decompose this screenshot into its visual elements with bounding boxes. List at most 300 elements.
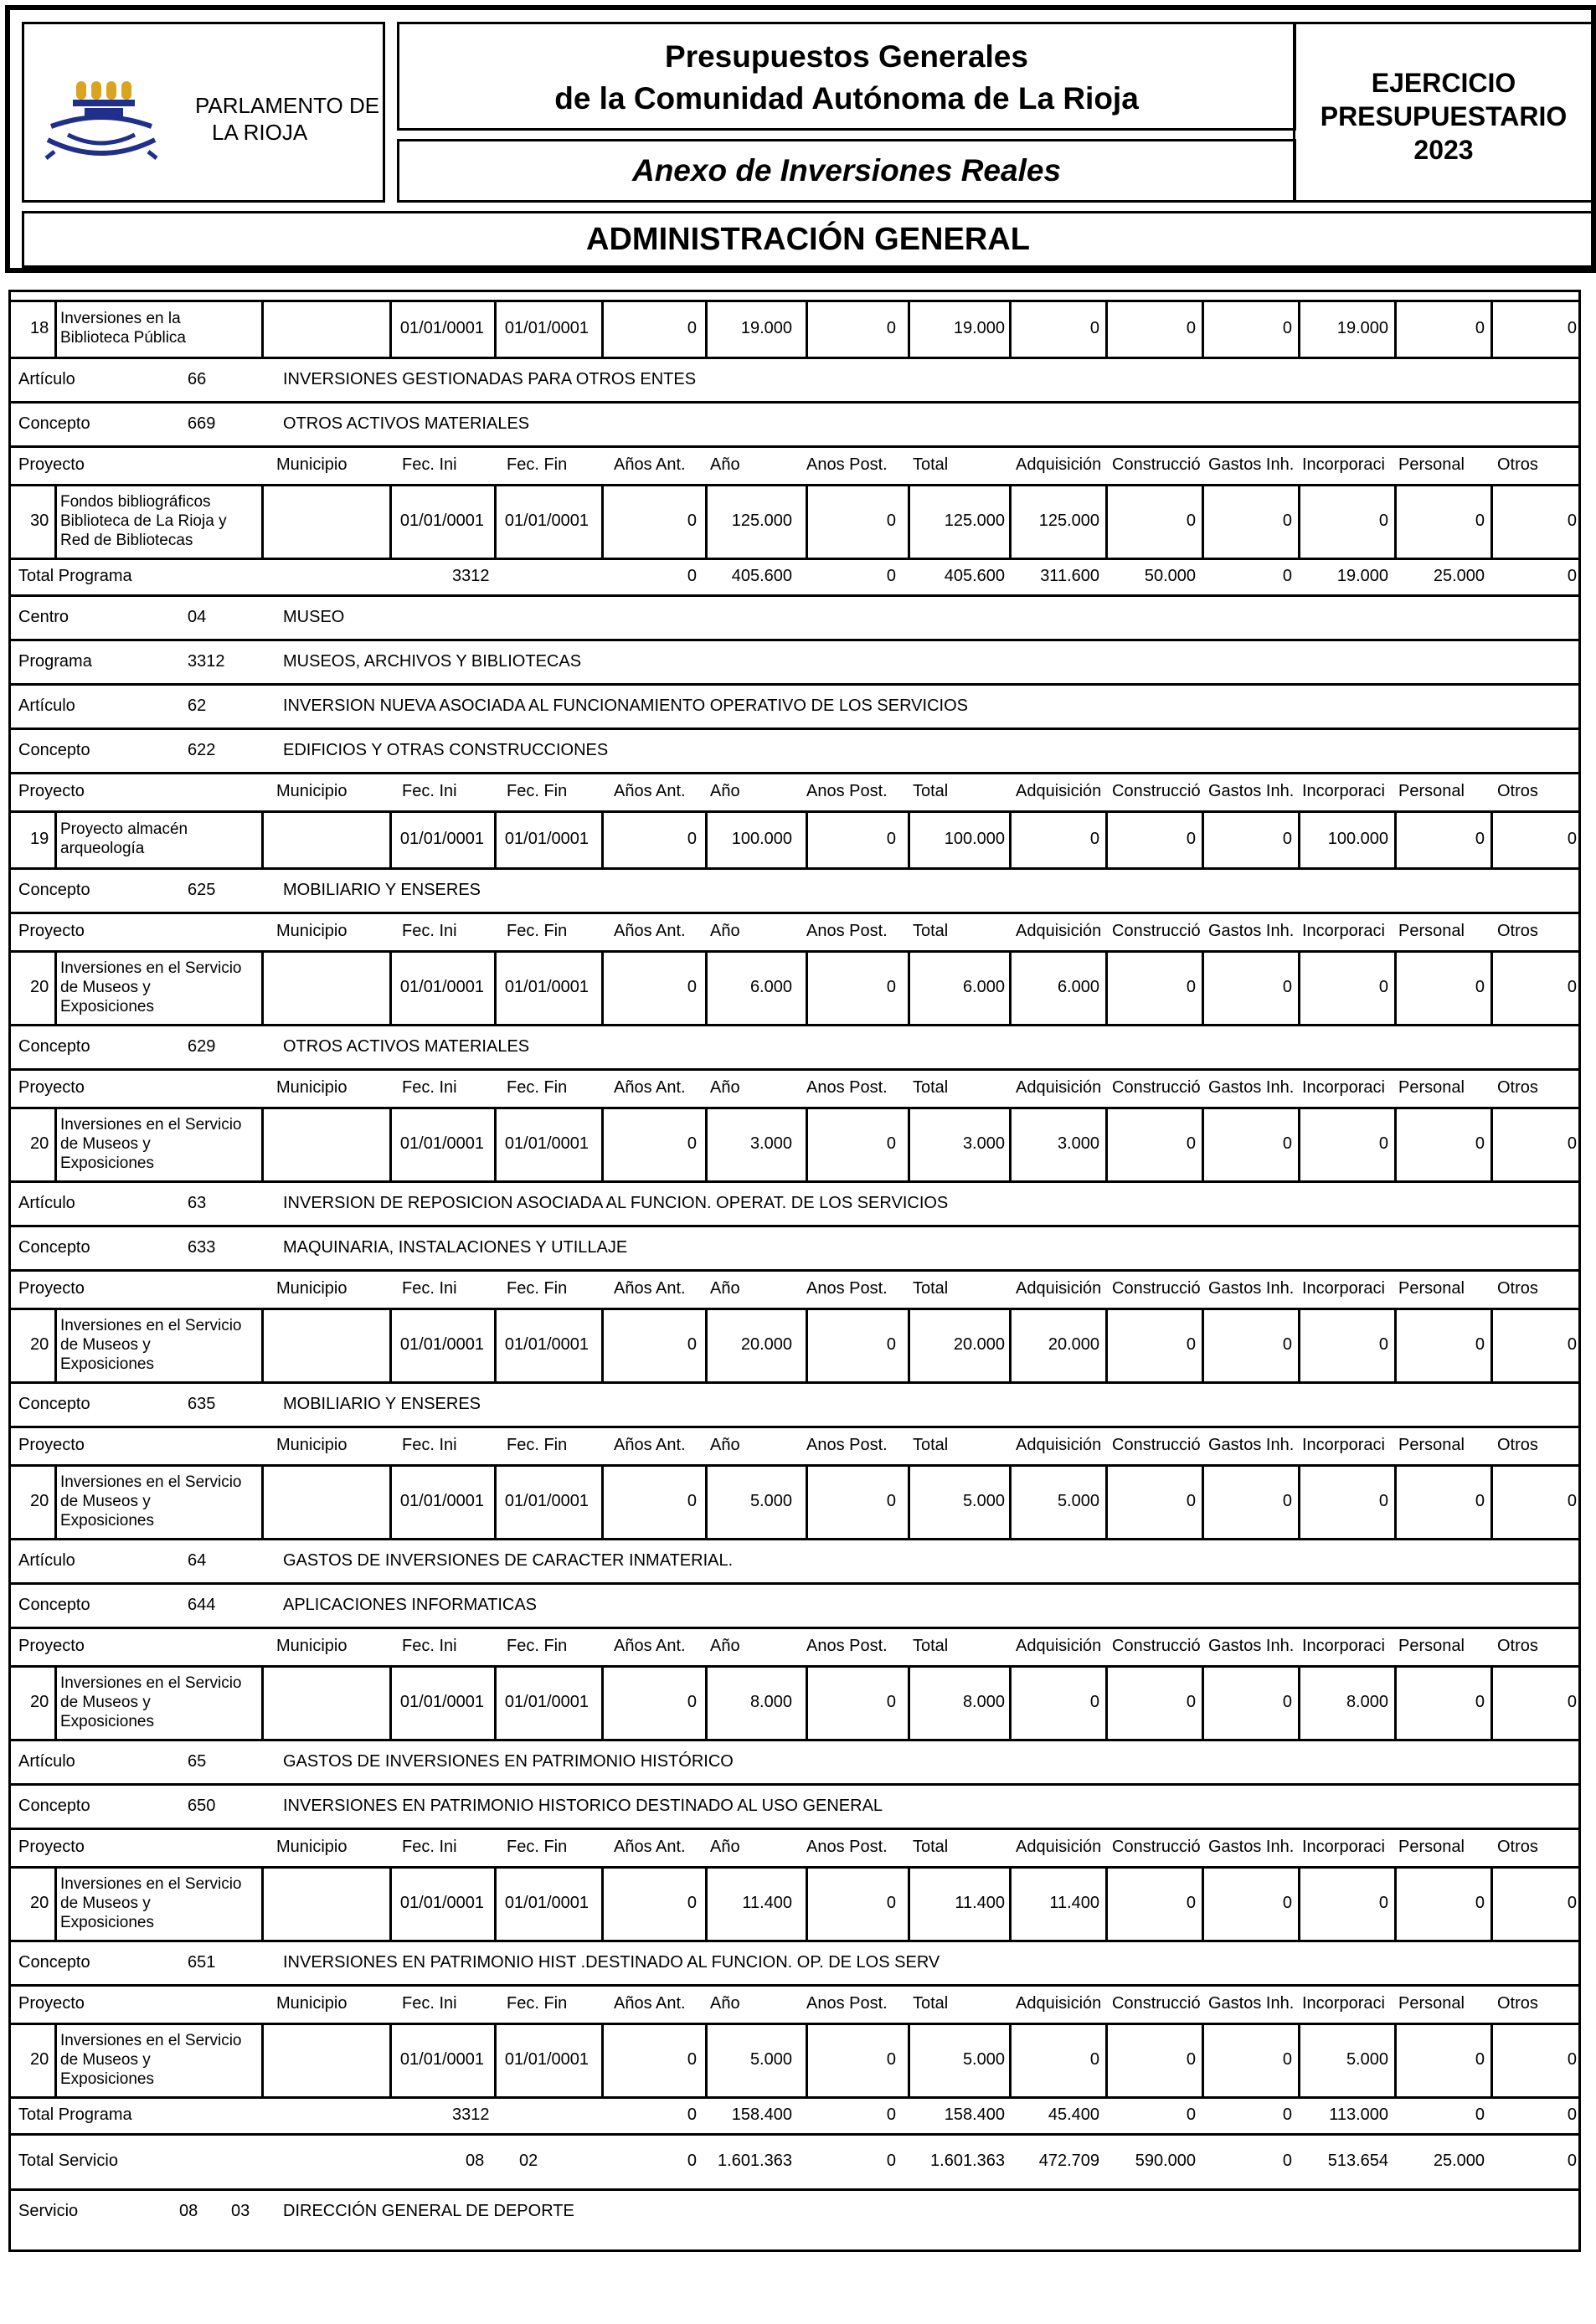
- project-value-12: 0: [1567, 1134, 1577, 1153]
- project-value-3: 0: [687, 830, 697, 848]
- project-value-3: 0: [687, 978, 697, 996]
- column-divider: [54, 950, 57, 1024]
- program-total-value-8: 19.000: [1336, 567, 1388, 585]
- project-value-10: 5.000: [1346, 2050, 1388, 2069]
- project-value-6: 3.000: [962, 1134, 1005, 1153]
- hierarchy-description: MUSEOS, ARCHIVOS Y BIBLIOTECAS: [283, 651, 582, 671]
- project-value-1: 01/01/0001: [399, 1134, 484, 1153]
- project-value-4: 19.000: [740, 319, 792, 337]
- hierarchy-label: Concepto: [18, 1394, 90, 1413]
- project-value-3: 0: [687, 319, 697, 337]
- program-total-value-4: 405.600: [944, 567, 1005, 585]
- hierarchy-code: 644: [188, 1595, 216, 1614]
- column-header: Gastos Inh.: [1208, 922, 1295, 940]
- project-value-12: 0: [1567, 1335, 1577, 1354]
- program-total-code: 3312: [452, 2105, 490, 2124]
- column-header: Otros: [1497, 1838, 1538, 1856]
- project-value-11: 0: [1475, 1492, 1485, 1510]
- column-header: Anos Post.: [806, 922, 888, 940]
- hierarchy-description: INVERSION NUEVA ASOCIADA AL FUNCIONAMIENTO OPERATIVO DE LOS SERVICIOS: [283, 696, 968, 715]
- project-description: [60, 1674, 261, 1731]
- project-value-5: 0: [886, 978, 896, 996]
- row-divider: [8, 558, 1581, 560]
- project-value-3: 0: [687, 1335, 697, 1354]
- column-header: Adquisición: [1016, 1436, 1102, 1454]
- column-header: Fec. Ini: [402, 455, 457, 474]
- column-header: Anos Post.: [806, 1838, 888, 1856]
- project-value-10: 0: [1378, 978, 1388, 996]
- column-header: Fec. Fin: [507, 922, 568, 940]
- column-header: Adquisición: [1016, 922, 1102, 940]
- column-header: Municipio: [276, 1994, 348, 2013]
- project-value-9: 0: [1282, 1492, 1292, 1510]
- column-header: Adquisición: [1016, 455, 1102, 474]
- project-value-3: 0: [687, 1894, 697, 1912]
- project-value-6: 5.000: [962, 2050, 1005, 2069]
- column-header: Años Ant.: [614, 922, 686, 940]
- project-value-10: 0: [1378, 1335, 1388, 1354]
- project-description-line: de Museos y: [60, 1134, 151, 1153]
- column-header: Fec. Fin: [507, 1637, 568, 1655]
- project-value-10: 0: [1378, 512, 1388, 530]
- project-value-1: 01/01/0001: [399, 319, 484, 337]
- column-header: Construcció: [1112, 1436, 1201, 1454]
- project-value-11: 0: [1475, 978, 1485, 996]
- project-description-line: Exposiciones: [60, 1154, 154, 1172]
- row-divider: [8, 1627, 1581, 1629]
- column-divider: [261, 300, 264, 357]
- project-number: 20: [30, 978, 49, 996]
- column-header: Proyecto: [18, 1838, 85, 1856]
- column-header: Total: [913, 1994, 949, 2013]
- service-total-value-5: 472.709: [1038, 2152, 1099, 2170]
- project-description-line: Exposiciones: [60, 997, 154, 1015]
- hierarchy-label: Concepto: [18, 1237, 90, 1257]
- annex-title: Anexo de Inversiones Reales: [631, 153, 1062, 188]
- project-description: [60, 1874, 261, 1932]
- row-divider: [8, 1180, 1581, 1183]
- column-header: Gastos Inh.: [1208, 1838, 1295, 1856]
- project-value-3: 0: [687, 2050, 697, 2069]
- column-header: Total: [913, 1637, 949, 1655]
- column-header: Gastos Inh.: [1208, 1436, 1295, 1454]
- project-value-2: 01/01/0001: [504, 978, 589, 996]
- project-value-11: 0: [1475, 1335, 1485, 1354]
- column-header: Otros: [1497, 1436, 1538, 1454]
- column-header: Total: [913, 922, 949, 940]
- column-divider: [54, 810, 57, 867]
- column-header: Fec. Ini: [402, 1279, 457, 1298]
- column-header: Otros: [1497, 1994, 1538, 2013]
- row-divider: [8, 1068, 1581, 1071]
- column-header: Anos Post.: [806, 1637, 888, 1655]
- program-total-value-10: 0: [1567, 2105, 1577, 2124]
- column-header: Adquisición: [1016, 1279, 1102, 1298]
- project-description-line: Exposiciones: [60, 1712, 154, 1730]
- hierarchy-code: 62: [188, 696, 207, 715]
- column-header: Proyecto: [18, 1637, 85, 1655]
- project-value-10: 8.000: [1346, 1693, 1388, 1711]
- project-value-8: 0: [1186, 2050, 1196, 2069]
- column-header: Año: [710, 455, 740, 474]
- service-total-value-8: 513.654: [1327, 2152, 1388, 2170]
- project-description-line: Inversiones en el Servicio: [60, 1674, 242, 1692]
- project-value-12: 0: [1567, 2050, 1577, 2069]
- program-total-value-9: 25.000: [1433, 567, 1485, 585]
- parliament-logo-icon: [43, 75, 160, 167]
- project-value-5: 0: [886, 319, 896, 337]
- project-description-line: Exposiciones: [60, 1913, 154, 1931]
- exercise-box: [1293, 22, 1594, 203]
- column-header: Personal: [1398, 1637, 1465, 1655]
- column-header: Incorporaci: [1302, 922, 1385, 940]
- project-description-line: Inversiones en el Servicio: [60, 1473, 242, 1491]
- column-header: Total: [913, 1436, 949, 1454]
- project-value-4: 11.400: [742, 1894, 792, 1912]
- exercise-line2: PRESUPUESTARIO: [1320, 101, 1568, 131]
- project-value-3: 0: [687, 1693, 697, 1711]
- section-box: [22, 211, 1594, 268]
- project-value-4: 3.000: [749, 1134, 792, 1153]
- project-value-9: 0: [1282, 2050, 1292, 2069]
- project-value-5: 0: [886, 1134, 896, 1153]
- column-header: Gastos Inh.: [1208, 1279, 1295, 1298]
- column-header: Personal: [1398, 782, 1465, 800]
- column-header: Años Ant.: [614, 1436, 686, 1454]
- annex-box: [397, 139, 1296, 203]
- project-description-line: de Museos y: [60, 1335, 151, 1354]
- hierarchy-description: GASTOS DE INVERSIONES DE CARACTER INMATERIAL.: [283, 1550, 734, 1570]
- program-total-label: Total Programa: [18, 2105, 132, 2124]
- program-total-value-3: 0: [886, 2105, 896, 2124]
- column-header: Adquisición: [1016, 1637, 1102, 1655]
- project-value-10: 19.000: [1336, 319, 1388, 337]
- column-header: Municipio: [276, 1637, 348, 1655]
- hierarchy-code: 622: [188, 740, 216, 759]
- column-header: Años Ant.: [614, 1994, 686, 2013]
- project-value-2: 01/01/0001: [504, 512, 589, 530]
- row-divider: [8, 2133, 1581, 2136]
- project-value-1: 01/01/0001: [399, 978, 484, 996]
- project-value-3: 0: [687, 1134, 697, 1153]
- column-header: Años Ant.: [614, 1279, 686, 1298]
- project-description-line: Inversiones en el Servicio: [60, 959, 242, 977]
- hierarchy-code: 669: [188, 414, 216, 433]
- column-header: Total: [913, 1838, 949, 1856]
- column-header: Años Ant.: [614, 1637, 686, 1655]
- hierarchy-description: MAQUINARIA, INSTALACIONES Y UTILLAJE: [283, 1237, 628, 1257]
- project-value-2: 01/01/0001: [504, 830, 589, 848]
- project-value-12: 0: [1567, 1894, 1577, 1912]
- project-number: 20: [30, 2050, 49, 2069]
- project-number: 20: [30, 1693, 49, 1711]
- service-total-value-7: 0: [1282, 2152, 1292, 2170]
- column-header: Fec. Fin: [507, 1279, 568, 1298]
- column-header: Anos Post.: [806, 455, 888, 474]
- project-number: 20: [30, 1335, 49, 1354]
- project-description: [60, 959, 261, 1016]
- project-value-1: 01/01/0001: [399, 1894, 484, 1912]
- project-number: 20: [30, 1492, 49, 1510]
- row-divider: [8, 639, 1581, 641]
- exercise-line1: EJERCICIO: [1371, 68, 1516, 98]
- column-header: Personal: [1398, 1279, 1465, 1298]
- hierarchy-code: 635: [188, 1394, 216, 1413]
- project-value-9: 0: [1282, 830, 1292, 848]
- project-value-5: 0: [886, 830, 896, 848]
- column-header: Fec. Ini: [402, 782, 457, 800]
- column-header: Otros: [1497, 922, 1538, 940]
- project-value-5: 0: [886, 512, 896, 530]
- project-value-4: 5.000: [749, 1492, 792, 1510]
- hierarchy-description: EDIFICIOS Y OTRAS CONSTRUCCIONES: [283, 740, 609, 759]
- project-description: [60, 1473, 261, 1530]
- project-value-7: 0: [1089, 830, 1099, 848]
- project-value-8: 0: [1186, 978, 1196, 996]
- project-description-line: Inversiones en el Servicio: [60, 1874, 242, 1893]
- project-value-8: 0: [1186, 319, 1196, 337]
- hierarchy-code: 65: [188, 1751, 207, 1771]
- row-divider: [8, 867, 1581, 870]
- project-value-2: 01/01/0001: [504, 319, 589, 337]
- project-description: [60, 309, 261, 347]
- project-description-line: de Museos y: [60, 1894, 151, 1912]
- project-value-5: 0: [886, 2050, 896, 2069]
- column-header: Fec. Ini: [402, 922, 457, 940]
- column-header: Total: [913, 1078, 949, 1097]
- service-description: DIRECCIÓN GENERAL DE DEPORTE: [283, 2202, 574, 2220]
- project-description-line: Inversiones en el Servicio: [60, 2031, 242, 2049]
- column-header: Construcció: [1112, 1637, 1201, 1655]
- project-value-1: 01/01/0001: [399, 1492, 484, 1510]
- hierarchy-label: Artículo: [18, 369, 75, 388]
- project-number: 20: [30, 1894, 49, 1912]
- project-number: 19: [30, 830, 49, 848]
- column-divider: [261, 484, 264, 558]
- hierarchy-label: Concepto: [18, 1595, 90, 1614]
- project-value-7: 5.000: [1057, 1492, 1099, 1510]
- service-code2: 03: [231, 2202, 250, 2220]
- column-header: Personal: [1398, 1838, 1465, 1856]
- column-header: Año: [710, 782, 740, 800]
- hierarchy-description: INVERSION DE REPOSICION ASOCIADA AL FUNCION. OPERAT. DE LOS SERVICIOS: [283, 1193, 949, 1212]
- column-header: Total: [913, 455, 949, 474]
- project-value-11: 0: [1475, 830, 1485, 848]
- hierarchy-description: INVERSIONES GESTIONADAS PARA OTROS ENTES: [283, 369, 697, 388]
- column-header: Municipio: [276, 1078, 348, 1097]
- project-value-4: 5.000: [749, 2050, 792, 2069]
- column-header: Otros: [1497, 1078, 1538, 1097]
- column-header: Construcció: [1112, 782, 1201, 800]
- project-description: [60, 492, 261, 550]
- column-header: Construcció: [1112, 1078, 1201, 1097]
- column-header: Anos Post.: [806, 782, 888, 800]
- column-header: Anos Post.: [806, 1279, 888, 1298]
- program-total-value-6: 50.000: [1144, 567, 1196, 585]
- program-total-value-3: 0: [886, 567, 896, 585]
- column-header: Construcció: [1112, 1838, 1201, 1856]
- project-description-line: Fondos bibliográficos: [60, 492, 211, 511]
- row-divider: [8, 1783, 1581, 1786]
- project-value-9: 0: [1282, 1134, 1292, 1153]
- hierarchy-label: Concepto: [18, 880, 90, 899]
- row-divider: [8, 1940, 1581, 1942]
- column-header: Total: [913, 782, 949, 800]
- project-value-9: 0: [1282, 1894, 1292, 1912]
- column-header: Proyecto: [18, 1994, 85, 2013]
- row-divider: [8, 1984, 1581, 1987]
- project-description-line: Inversiones en la: [60, 310, 181, 327]
- column-divider: [54, 1665, 57, 1739]
- column-divider: [54, 300, 57, 357]
- column-header: Proyecto: [18, 1078, 85, 1097]
- hierarchy-code: 651: [188, 1952, 216, 1972]
- column-divider: [261, 1665, 264, 1739]
- column-header: Proyecto: [18, 1436, 85, 1454]
- column-header: Año: [710, 1078, 740, 1097]
- column-header: Incorporaci: [1302, 1994, 1385, 2013]
- column-divider: [54, 1866, 57, 1940]
- column-header: Proyecto: [18, 1279, 85, 1298]
- project-value-6: 8.000: [962, 1693, 1005, 1711]
- column-header: Incorporaci: [1302, 1838, 1385, 1856]
- column-header: Incorporaci: [1302, 1637, 1385, 1655]
- hierarchy-label: Concepto: [18, 1952, 90, 1972]
- hierarchy-description: GASTOS DE INVERSIONES EN PATRIMONIO HISTÓRICO: [283, 1751, 734, 1771]
- hierarchy-code: 63: [188, 1193, 207, 1212]
- project-value-3: 0: [687, 512, 697, 530]
- program-total-value-8: 113.000: [1329, 2105, 1388, 2124]
- section-title: ADMINISTRACIÓN GENERAL: [586, 222, 1030, 257]
- column-header: Total: [913, 1279, 949, 1298]
- hierarchy-description: INVERSIONES EN PATRIMONIO HIST .DESTINADO AL FUNCION. OP. DE LOS SERV: [283, 1952, 940, 1972]
- project-value-11: 0: [1475, 2050, 1485, 2069]
- column-header: Año: [710, 1279, 740, 1298]
- column-header: Municipio: [276, 782, 348, 800]
- hierarchy-description: OTROS ACTIVOS MATERIALES: [283, 414, 530, 433]
- document-header: [5, 5, 1596, 273]
- hierarchy-code: 3312: [188, 651, 225, 671]
- project-value-9: 0: [1282, 512, 1292, 530]
- project-description-line: Exposiciones: [60, 2069, 154, 2088]
- project-value-6: 5.000: [962, 1492, 1005, 1510]
- column-divider: [261, 1308, 264, 1381]
- row-divider: [8, 2096, 1581, 2099]
- column-header: Fec. Fin: [507, 1436, 568, 1454]
- service-total-value-10: 0: [1567, 2152, 1577, 2170]
- row-divider: [8, 683, 1581, 686]
- column-header: Años Ant.: [614, 455, 686, 474]
- project-value-2: 01/01/0001: [504, 1693, 589, 1711]
- project-value-4: 8.000: [749, 1693, 792, 1711]
- project-value-2: 01/01/0001: [504, 1134, 589, 1153]
- row-divider: [8, 1225, 1581, 1227]
- column-header: Fec. Ini: [402, 1436, 457, 1454]
- project-value-6: 11.400: [955, 1894, 1005, 1912]
- parliament-name-line1: PARLAMENTO DE: [195, 93, 380, 118]
- hierarchy-code: 04: [188, 607, 207, 626]
- row-divider: [8, 1538, 1581, 1540]
- project-value-12: 0: [1567, 512, 1577, 530]
- column-header: Fec. Ini: [402, 1838, 457, 1856]
- program-total-value-6: 0: [1186, 2105, 1196, 2124]
- service-total-value-3: 0: [886, 2152, 896, 2170]
- column-header: Municipio: [276, 922, 348, 940]
- project-value-8: 0: [1186, 1134, 1196, 1153]
- hierarchy-description: OTROS ACTIVOS MATERIALES: [283, 1036, 530, 1056]
- column-divider: [261, 1464, 264, 1538]
- column-divider: [54, 1464, 57, 1538]
- column-header: Personal: [1398, 1436, 1465, 1454]
- column-header: Años Ant.: [614, 782, 686, 800]
- row-divider: [8, 401, 1581, 404]
- column-header: Gastos Inh.: [1208, 1994, 1295, 2013]
- project-value-11: 0: [1475, 1134, 1485, 1153]
- project-value-8: 0: [1186, 830, 1196, 848]
- column-header: Otros: [1497, 1279, 1538, 1298]
- hierarchy-code: 633: [188, 1237, 216, 1257]
- service-total-label: Total Servicio: [18, 2152, 118, 2170]
- column-header: Construcció: [1112, 1279, 1201, 1298]
- program-total-value-10: 0: [1567, 567, 1577, 585]
- program-total-value-9: 0: [1475, 2105, 1485, 2124]
- project-value-7: 3.000: [1057, 1134, 1099, 1153]
- row-divider: [8, 772, 1581, 774]
- project-description-line: de Museos y: [60, 2050, 151, 2069]
- hierarchy-code: 64: [188, 1550, 207, 1570]
- column-header: Fec. Fin: [507, 782, 568, 800]
- column-header: Fec. Fin: [507, 1838, 568, 1856]
- project-value-10: 0: [1378, 1134, 1388, 1153]
- hierarchy-description: MUSEO: [283, 607, 345, 626]
- row-divider: [8, 1582, 1581, 1585]
- parliament-name-line2: LA RIOJA: [212, 120, 308, 145]
- project-value-4: 6.000: [749, 978, 792, 996]
- program-total-code: 3312: [452, 567, 490, 585]
- hierarchy-label: Concepto: [18, 740, 90, 759]
- row-divider: [8, 728, 1581, 730]
- title-box: [397, 22, 1296, 131]
- hierarchy-label: Concepto: [18, 1796, 90, 1815]
- column-header: Personal: [1398, 1078, 1465, 1097]
- project-value-12: 0: [1567, 1693, 1577, 1711]
- project-description-line: arqueología: [60, 840, 145, 857]
- program-total-label: Total Programa: [18, 567, 132, 585]
- project-value-11: 0: [1475, 319, 1485, 337]
- project-value-7: 125.000: [1038, 512, 1099, 530]
- row-divider: [8, 594, 1581, 597]
- parliament-logo-box: [22, 22, 385, 203]
- column-header: Construcció: [1112, 922, 1201, 940]
- row-divider: [8, 1269, 1581, 1272]
- project-value-5: 0: [886, 1492, 896, 1510]
- hierarchy-code: 629: [188, 1036, 216, 1056]
- column-header: Año: [710, 1637, 740, 1655]
- column-divider: [54, 484, 57, 558]
- column-header: Gastos Inh.: [1208, 782, 1295, 800]
- project-value-8: 0: [1186, 1693, 1196, 1711]
- hierarchy-description: MOBILIARIO Y ENSERES: [283, 880, 481, 899]
- column-header: Gastos Inh.: [1208, 455, 1295, 474]
- program-total-value-1: 0: [687, 2105, 697, 2124]
- document-title-line2: de la Comunidad Autónoma de La Rioja: [554, 81, 1139, 116]
- hierarchy-label: Artículo: [18, 696, 75, 715]
- column-header: Proyecto: [18, 455, 85, 474]
- column-header: Incorporaci: [1302, 1078, 1385, 1097]
- project-value-11: 0: [1475, 1894, 1485, 1912]
- project-value-10: 0: [1378, 1492, 1388, 1510]
- project-value-8: 0: [1186, 1335, 1196, 1354]
